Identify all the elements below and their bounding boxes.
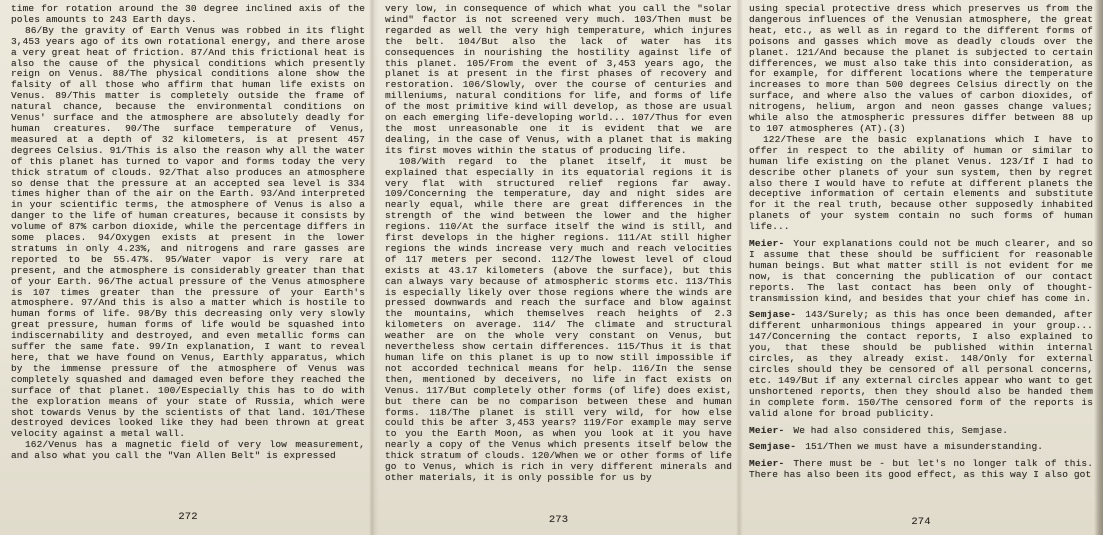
body-paragraph: very low, in consequence of which what you call the "solar wind" factor is not screened very much. 103/Then must be regarded as well the very high temperature, which injures the belt. 104/But also the lack of water has its consequences in nourishing the hostility against life of this planet. 105/From the event of 3,453 years ago, the planet is at present in the first phases of recovery and restoration. 106/Slowly, over the course of centuries and milleniums, natural conditions for life, and forms of life of the most primitive kind will develop, as those are usual on each emerging life-developing world... 107/Thus for even the most unreasonable one it is evident that we are dealing, in the case of Venus, with a planet that is making its first moves within the status of producing life. bbox=[385, 3, 732, 156]
speaker-label: Semjase- bbox=[749, 441, 797, 453]
dialogue-text: We had also considered this, Semjase. bbox=[793, 424, 1009, 436]
dialogue-text: 151/Then we must have a misunderstanding. bbox=[805, 441, 1044, 453]
page-number: 273 bbox=[548, 514, 569, 527]
page-column-1 bbox=[0, 0, 373, 535]
page-number: 274 bbox=[911, 516, 931, 529]
body-paragraph: time for rotation around the 30 degree inclined axis of the poles amounts to 243 Earth days. bbox=[11, 3, 365, 25]
page-column-3 bbox=[740, 0, 1103, 535]
body-paragraph: 86/By the gravity of Earth Venus was robbed in its flight 3,453 years ago of its own rotational energy, and there arose a very great heat of friction. 87/And this frictional heat is also the cause of the physical conditions which presently reign on Venus. 88/The physical conditions alone show the falsity of all those who affirm that human life exists on Venus. 89/This matter is completely outside the frame of natural chance, because the environmental conditions on Venus' surface and the atmosphere are absolutely deadly for human creatures. 90/The surface temperature of Venus, measured at a depth of 32 kilometers, is at present 457 degrees Celsius. 91/This is also the reason why all the water of this planet has turned to vapor and forms today the very thick stratum of clouds. 92/That also produces an atmosphere so dense that the pressure at an accepted sea level is 334 times higher than of the air on the Earth. 93/And interpreted in your scientific terms, the atmosphere of Venus is also a danger to the life of human creatures, because it consists by volume of 87% carbon dioxide, while the percentage differs in some places. 94/Oxygen exists at present in the lower stratums in only 4.23%, and nitrogens and rare gasses are reported to be 55.47%. 95/Water vapor is very rare at present, and the atmosphere is considerably greater than that of your Earth. 96/The actual pressure of the Venus atmosphere is 107 times greater than the pressure of your Earth's atmosphere. 97/And this is also a matter which is hostile to human forms of life. 98/By this decreasing only very slowly great pressure, human forms of life would be squashed into indiscernability and destroyed, and even metallic forms can suffer the same fate. 99/In explanation, I want to reveal here, that we have found on Venus, Earthly apparatus, which by the immense pressure of the atmosphere of Venus was completely squashed and damaged even before they reached the surface of that planet. 100/Especially this has to do with the exploration means of your state of Russia, which were shot towards Venus by the scientists of that land. 101/These destroyed devices looked like they had been thrown at great velocity against a metal wall. bbox=[11, 24, 365, 440]
dialogue-paragraph bbox=[749, 426, 1093, 437]
speaker-label: Semjase- bbox=[749, 309, 797, 321]
dialogue-text: There must be - but let's no longer talk of this. There has also been its good effect, as this way I also got bbox=[749, 458, 1093, 481]
dialogue-paragraph bbox=[749, 239, 1093, 304]
body-paragraph: 162/Venus has a magnetic field of very low measurement, and also what you call the "Van Allen Belt" is expressed bbox=[11, 439, 365, 462]
body-paragraph: 122/These are the basic explanations which I have to offer in respect to the ability of human or similar to human life existing on the planet Venus. 123/If I had to describe other planets of your sun system, then by regret also there I would have to refute at different planets the deceptive information of certain elements and substitute for it the real truth, because other supposedly inhabited planets of your system contain no such forms of human life... bbox=[749, 133, 1093, 233]
speaker-label: Meier- bbox=[749, 424, 785, 436]
page-text bbox=[11, 4, 365, 462]
body-paragraph: 108/With regard to the planet itself, it must be explained that especially in its equatorial regions it is very flat with structured relief regions far away. 109/Concerning the temperature, day and night sides are nearly equal, while there are great differences in the strength of the wind between the lower and the higher regions. 110/At the surface itself the wind is still, and first develops in the higher regions. 111/At still higher regions the winds increase very much and reach velocities of 117 meters per second. 112/The lowest level of cloud exists at 43.17 kilometers (above the surface), but this can always vary because of atmospheric storms etc. 113/This is especially likely over those regions where the winds are pressed downwards and reach the surface and blow against the mountains, which themselves reach heights of 2.3 kilometers on average. 114/ The climate and structural weather are on the whole very constant on Venus, but nevertheless show certain differences. 115/Thus it is that human life on this planet is up to now still impossible if not accorded technical means for help. 116/In the sense then, mentioned by deceivers, no life in fact exists on Venus. 117/But completely other forms (of life) does exist, but there can be no comparison between these and human forms. 118/The planet is still very wild, for how else could this be after 3,453 years? 119/For example may serve to you the Earth Moon, as when you look at it you have nearly a copy of the Venus which presents itself below the thick stratum of clouds. 120/When we or other forms of life go to Venus, which is rich in very different minerals and other materials, it is only possible for us by bbox=[385, 155, 732, 483]
dialogue-text: Your explanations could not be much clearer, and so I assume that these should be sufficient for reasonable human beings. But what matter still is not evident for me now, is that concerning the publication of our contact reports. The last contact has been only of thought-transmission kind, and besides that your chief has come in. bbox=[749, 238, 1093, 304]
dialogue-text: 143/Surely; as this has once been demanded, after different unharmonious things appeared in your group... 147/Concerning the contact reports, I also explained to you, that these should be published within internal circles, as they already exist. 148/Only for external circles should they be censored of all personal concerns, etc. 149/But if any external circles appear who want to get unshortened reports, then they should also be handed them in complete form. 150/The censored form of the reports is valid alone for broad publicity. bbox=[749, 309, 1093, 419]
dialogue-paragraph bbox=[749, 459, 1093, 481]
page-text bbox=[385, 4, 732, 484]
page-text bbox=[749, 4, 1093, 481]
body-paragraph: using special protective dress which preserves us from the dangerous influences of the Venusian atmosphere, the great heat, etc., as well as in regard to the different forms of poisons and gasses which move as deadly clouds over the planet. 121/And because the planet is subjected to certain differences, we must also take this into consideration, as for example, for different locations where the temperature increases to more than 500 degrees Celsius directly on the surface, and where also the values of carbon dioxides, of nitrogens, helium, argon and neon gasses change values; while also the atmospheric pressures differ between 88 up to 107 atmospheres (AT).(3) bbox=[749, 3, 1093, 134]
speaker-label: Meier- bbox=[749, 458, 785, 470]
page-column-2 bbox=[373, 0, 740, 535]
dialogue-paragraph bbox=[749, 310, 1093, 419]
page-number: 272 bbox=[178, 511, 198, 524]
dialogue-paragraph bbox=[749, 442, 1093, 453]
speaker-label: Meier- bbox=[749, 238, 785, 250]
